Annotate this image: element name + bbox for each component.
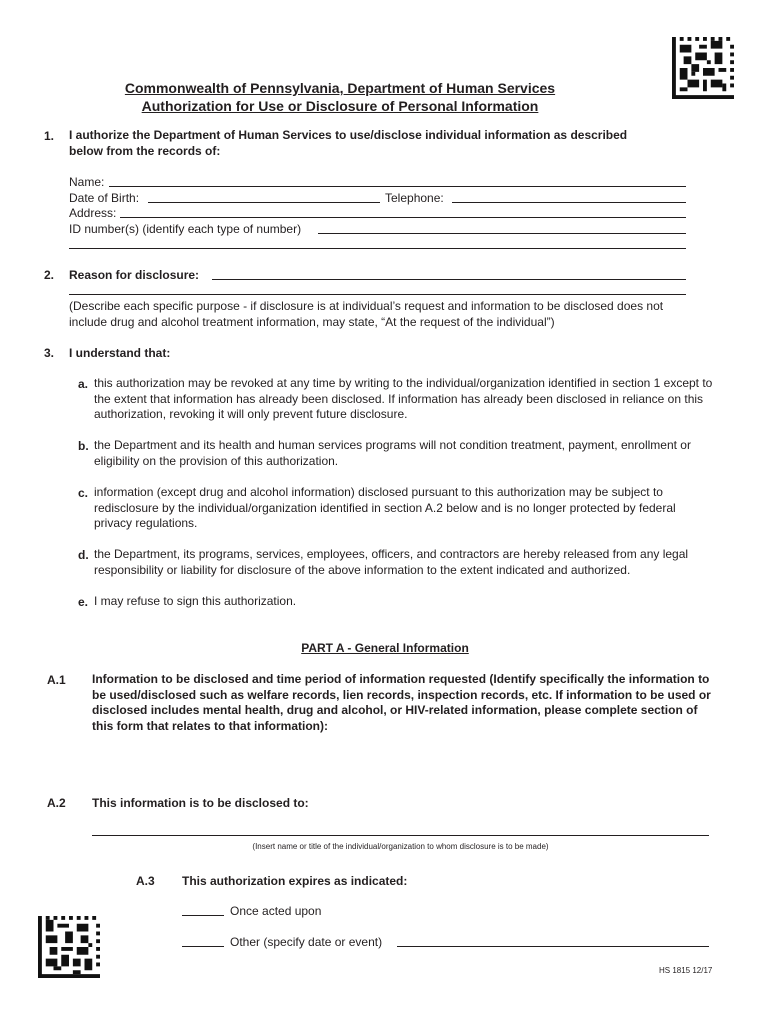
section1-intro: I authorize the Department of Human Services to use/disclose individual information as described below from the records of: xyxy=(69,128,628,158)
section2-number: 2. xyxy=(44,268,55,282)
a2-number: A.2 xyxy=(47,796,66,810)
reason-label: Reason for disclosure: xyxy=(69,268,200,282)
barcode-bottom-icon xyxy=(38,915,100,979)
reason-field[interactable] xyxy=(212,279,686,280)
item-a-letter: a. xyxy=(78,377,89,391)
barcode-top-icon xyxy=(672,36,734,100)
item-c-letter: c. xyxy=(78,486,89,500)
item-e-letter: e. xyxy=(78,595,89,609)
disclose-to-caption: (Insert name or title of the individual/organization to whom disclosure is to be made) xyxy=(252,842,549,851)
item-b-letter: b. xyxy=(78,439,89,453)
name-label: Name: xyxy=(69,175,105,189)
form-title-line1: Commonwealth of Pennsylvania, Department of Human Services xyxy=(124,80,556,96)
other-specify-field[interactable] xyxy=(397,946,709,947)
form-number: HS 1815 12/17 xyxy=(659,966,713,975)
understand-label: I understand that: xyxy=(69,346,171,360)
item-d-text: the Department, its programs, services, employees, officers, and contractors are hereby released from any legal responsibility or liability for disclosure of the above information to the extent indicated and authorized. xyxy=(94,547,689,577)
section3-number: 3. xyxy=(44,346,55,360)
dob-field[interactable] xyxy=(148,202,380,203)
telephone-field[interactable] xyxy=(452,202,686,203)
telephone-label: Telephone: xyxy=(385,191,444,205)
part-a-heading: PART A - General Information xyxy=(301,641,469,655)
a2-text: This information is to be disclosed to: xyxy=(92,796,309,810)
name-field[interactable] xyxy=(109,186,686,187)
form-title-line2: Authorization for Use or Disclosure of Personal Information xyxy=(141,98,539,114)
once-acted-label: Once acted upon xyxy=(230,904,322,918)
address-field[interactable] xyxy=(120,217,686,218)
a1-number: A.1 xyxy=(47,673,66,687)
other-checkbox-line[interactable] xyxy=(182,946,224,947)
item-a-text: this authorization may be revoked at any time by writing to the individual/organization identified in section 1 except to the extent that information has already been disclosed. If information has already been disclosed in reliance on this authorization, revoking it will only prevent future disclosure. xyxy=(94,376,713,421)
dob-label: Date of Birth: xyxy=(69,191,140,205)
once-acted-checkbox-line[interactable] xyxy=(182,915,224,916)
item-b-text: the Department and its health and human services programs will not condition treatment, payment, enrollment or eligibility on the provision of this authorization. xyxy=(94,438,691,468)
address-label: Address: xyxy=(69,206,117,220)
item-d-letter: d. xyxy=(78,548,89,562)
item-c-text: information (except drug and alcohol information) disclosed pursuant to this authorization may be subject to redisclosure by the individual/organization identified in section A.2 below and is no longer protected by federal privacy regulations. xyxy=(94,485,676,530)
other-label: Other (specify date or event) xyxy=(230,935,383,949)
item-e-text: I may refuse to sign this authorization. xyxy=(94,594,297,608)
id-number-field[interactable] xyxy=(318,233,686,234)
a3-text: This authorization expires as indicated: xyxy=(182,874,408,888)
id-number-label: ID number(s) (identify each type of number) xyxy=(69,222,302,236)
section1-number: 1. xyxy=(44,129,55,143)
reason-note: (Describe each specific purpose - if disclosure is at individual’s request and information to be disclosed does not include drug and alcohol treatment information, may state, “At the request of the individual”) xyxy=(69,299,664,329)
disclose-to-field[interactable] xyxy=(92,835,709,836)
a1-text: Information to be disclosed and time period of information requested (Identify specifically the information to be used/disclosed such as welfare records, lien records, inspection records, etc. If information to be used or disclosed includes mental health, drug and alcohol, or HIV-related information, please complete section of this form that relates to that information): xyxy=(92,672,711,733)
a3-number: A.3 xyxy=(136,874,155,888)
id-number-field-2[interactable] xyxy=(69,248,686,249)
reason-field-2[interactable] xyxy=(69,294,686,295)
